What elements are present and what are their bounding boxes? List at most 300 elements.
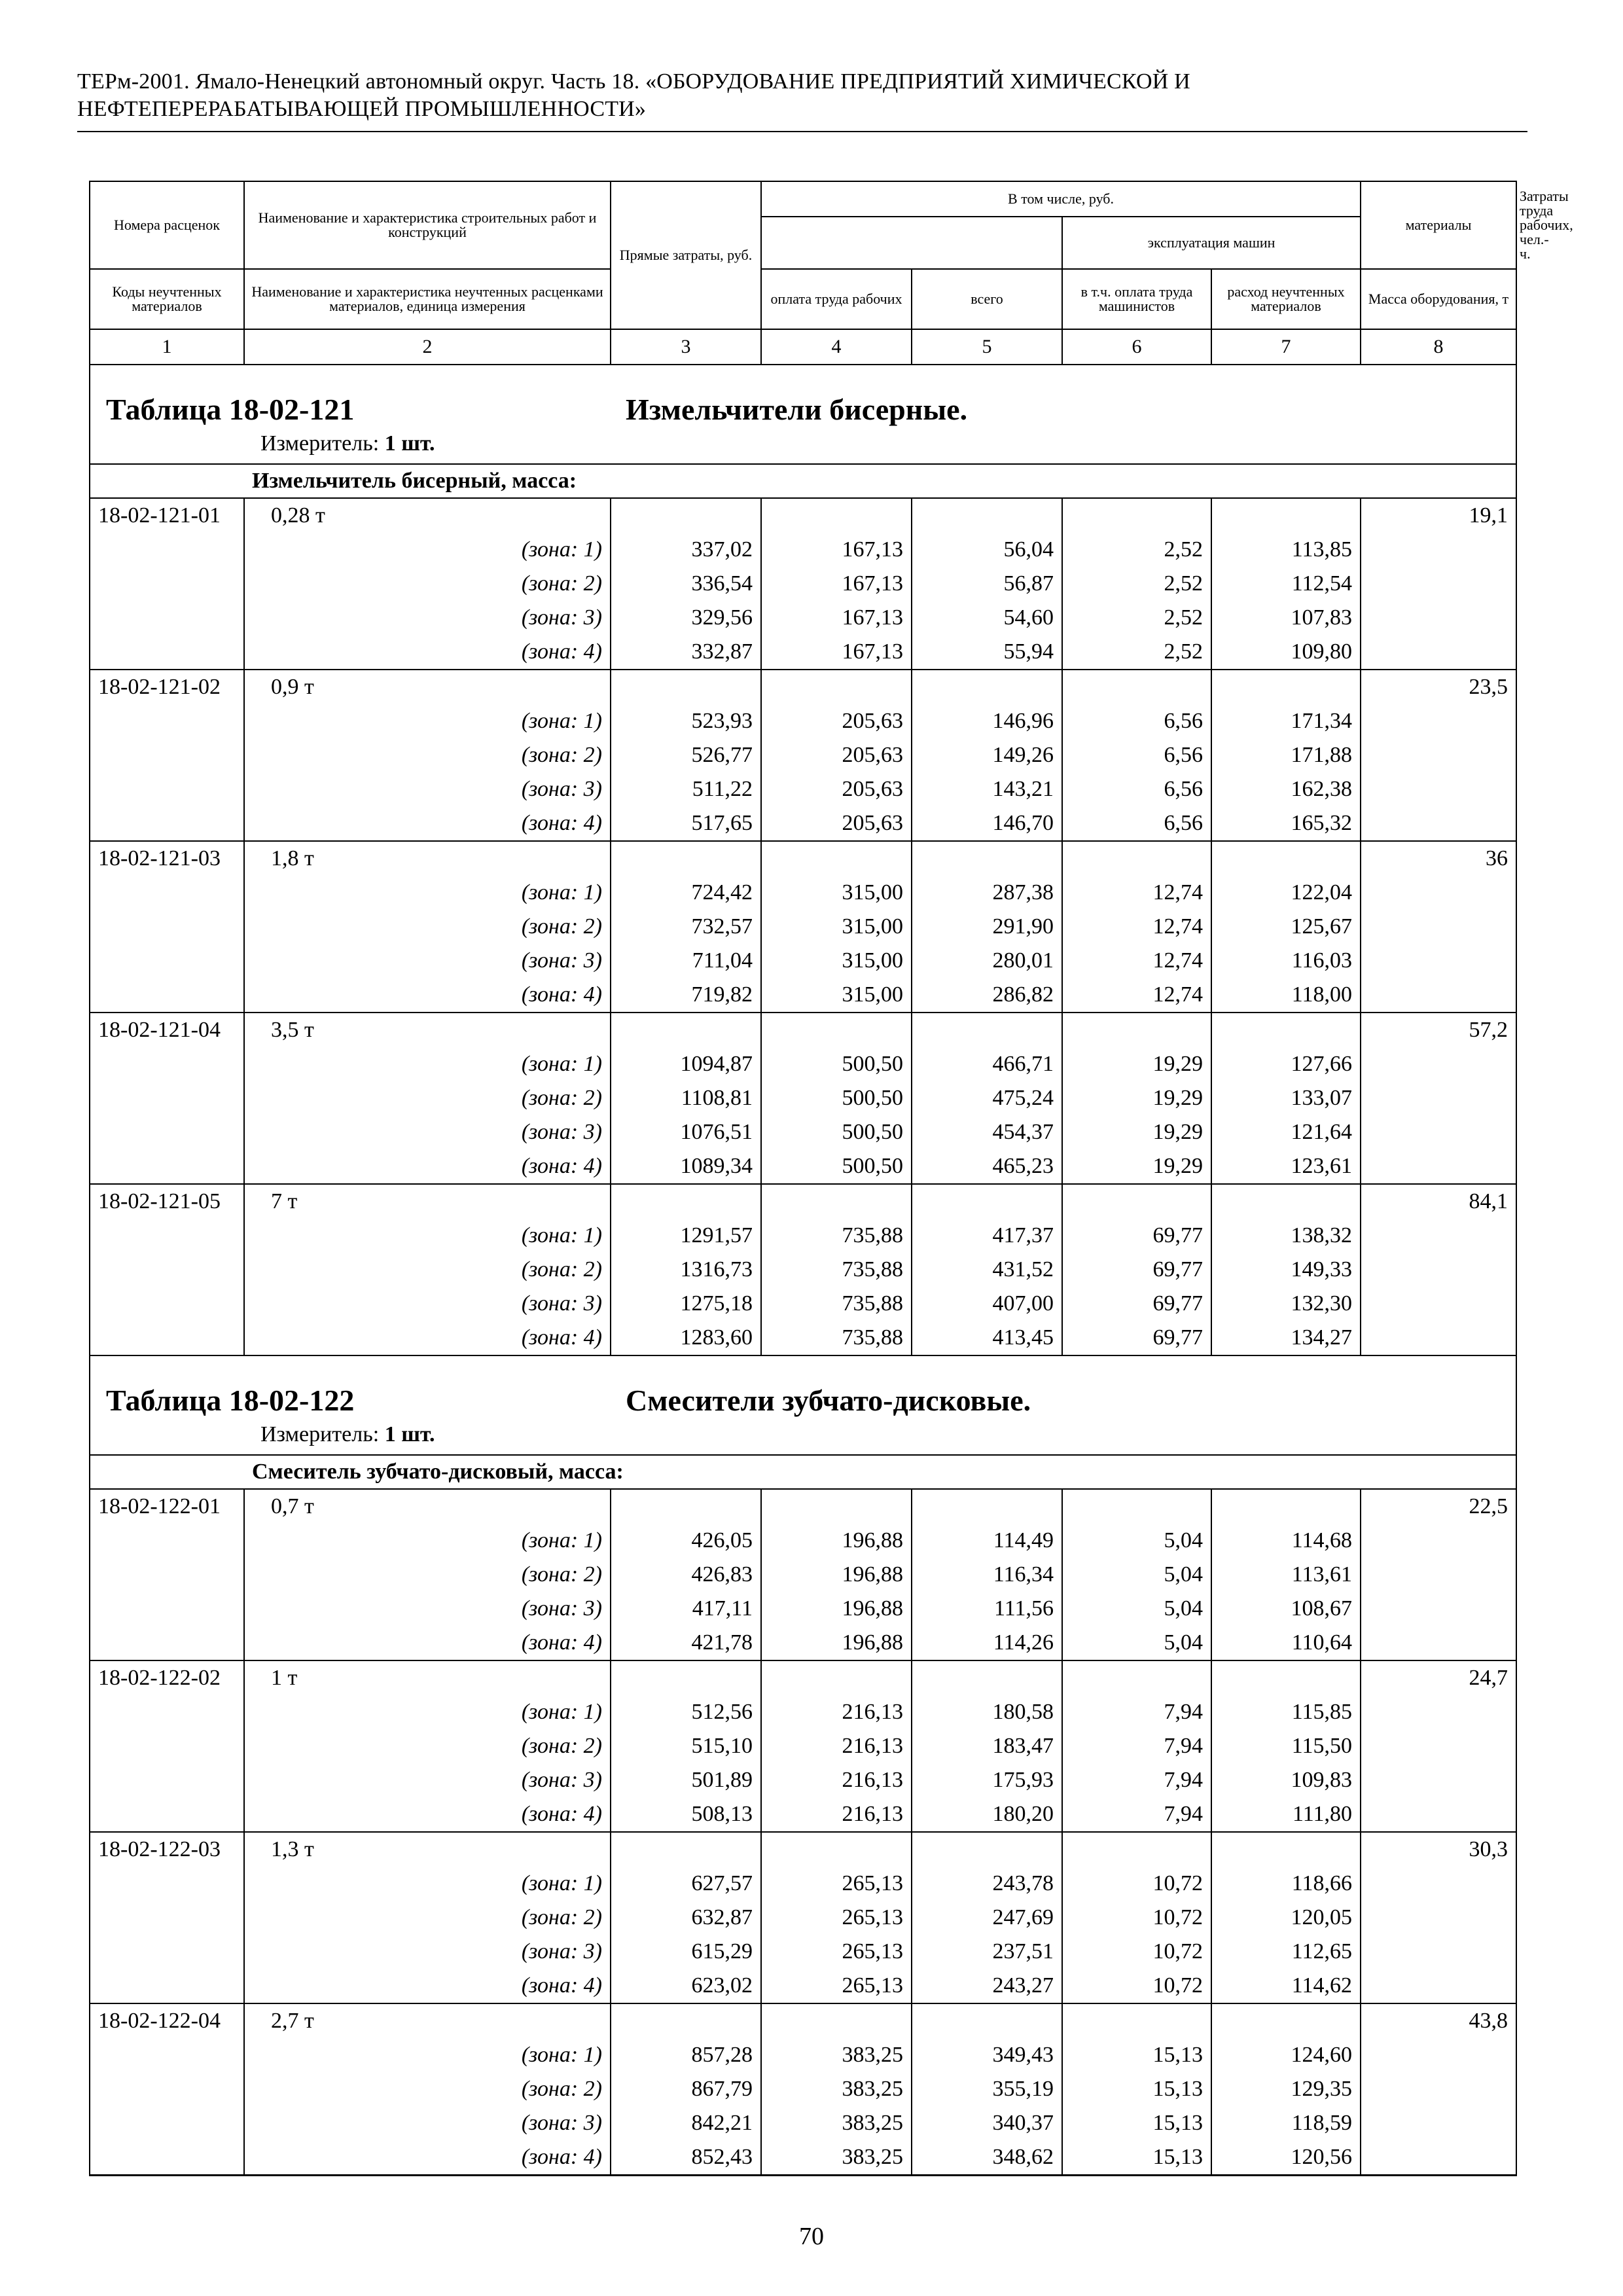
- empty-cell: [1062, 1184, 1211, 1219]
- direct-costs: 426,83: [611, 1558, 761, 1592]
- zone-label: (зона: 4): [244, 978, 611, 1013]
- labor-cost: 43,8: [1361, 2003, 1516, 2038]
- worker-pay: 205,63: [761, 772, 912, 806]
- empty-cell: [912, 2003, 1062, 2038]
- direct-costs: 417,11: [611, 1592, 761, 1626]
- empty-cell: [1211, 1832, 1361, 1867]
- zone-row: [90, 2140, 1516, 2176]
- empty-cell: [90, 635, 244, 670]
- table-row: [90, 1013, 1516, 1047]
- empty-cell: [1211, 841, 1361, 876]
- zone-row: [90, 806, 1516, 841]
- machine-total: 111,56: [912, 1592, 1062, 1626]
- materials-cost: 165,32: [1211, 806, 1361, 841]
- machinist-pay: 10,72: [1062, 1935, 1211, 1969]
- labor-cost: 84,1: [1361, 1184, 1516, 1219]
- table-label: Таблица 18-02-121: [106, 393, 355, 426]
- machinist-pay: 15,13: [1062, 2038, 1211, 2072]
- materials-cost: 116,03: [1211, 944, 1361, 978]
- empty-cell: [761, 498, 912, 533]
- machine-total: 175,93: [912, 1763, 1062, 1797]
- machine-total: 291,90: [912, 910, 1062, 944]
- empty-cell: [90, 1729, 244, 1763]
- machinist-pay: 12,74: [1062, 876, 1211, 910]
- worker-pay: 500,50: [761, 1047, 912, 1081]
- empty-cell: [90, 2038, 244, 2072]
- empty-cell: [912, 1184, 1062, 1219]
- col-header-equipment-mass: Масса оборудования, т: [1361, 269, 1516, 329]
- labor-cost: 22,5: [1361, 1489, 1516, 1524]
- zone-label: (зона: 2): [244, 567, 611, 601]
- empty-cell: [90, 1115, 244, 1149]
- materials-cost: 108,67: [1211, 1592, 1361, 1626]
- worker-pay: 315,00: [761, 876, 912, 910]
- machine-total: 348,62: [912, 2140, 1062, 2176]
- direct-costs: 512,56: [611, 1695, 761, 1729]
- materials-cost: 125,67: [1211, 910, 1361, 944]
- empty-cell: [761, 670, 912, 704]
- machine-total: 280,01: [912, 944, 1062, 978]
- zone-label: (зона: 3): [244, 944, 611, 978]
- direct-costs: 329,56: [611, 601, 761, 635]
- direct-costs: 1275,18: [611, 1287, 761, 1321]
- machine-total: 466,71: [912, 1047, 1062, 1081]
- zone-row: [90, 1287, 1516, 1321]
- direct-costs: 1108,81: [611, 1081, 761, 1115]
- empty-cell: [90, 1524, 244, 1558]
- empty-cell: [90, 1969, 244, 2003]
- empty-cell: [90, 738, 244, 772]
- rate-code: 18-02-121-04: [90, 1013, 244, 1047]
- empty-cell: [90, 1935, 244, 1969]
- machinist-pay: 5,04: [1062, 1592, 1211, 1626]
- empty-cell: [1062, 841, 1211, 876]
- zone-label: (зона: 4): [244, 806, 611, 841]
- empty-cell: [90, 2106, 244, 2140]
- empty-cell: [90, 704, 244, 738]
- empty-cell: [611, 1013, 761, 1047]
- col-header-work-name: Наименование и характеристика строительных работ и конструкций: [244, 181, 611, 269]
- labor-cost: 57,2: [1361, 1013, 1516, 1047]
- machine-total: 287,38: [912, 876, 1062, 910]
- worker-pay: 216,13: [761, 1695, 912, 1729]
- empty-cell: [761, 1489, 912, 1524]
- empty-cell: [90, 2072, 244, 2106]
- empty-cell: [1361, 1935, 1516, 1969]
- rate-code: 18-02-121-05: [90, 1184, 244, 1219]
- empty-cell: [90, 944, 244, 978]
- direct-costs: 526,77: [611, 738, 761, 772]
- machinist-pay: 2,52: [1062, 635, 1211, 670]
- materials-cost: 110,64: [1211, 1626, 1361, 1660]
- materials-cost: 124,60: [1211, 2038, 1361, 2072]
- zone-label: (зона: 1): [244, 704, 611, 738]
- materials-cost: 113,61: [1211, 1558, 1361, 1592]
- machine-total: 465,23: [912, 1149, 1062, 1184]
- machine-total: 349,43: [912, 2038, 1062, 2072]
- zone-label: (зона: 4): [244, 1321, 611, 1355]
- machine-total: 180,20: [912, 1797, 1062, 1832]
- zone-label: (зона: 1): [244, 2038, 611, 2072]
- table-row: [90, 2003, 1516, 2038]
- zone-label: (зона: 1): [244, 533, 611, 567]
- worker-pay: 196,88: [761, 1524, 912, 1558]
- empty-cell: [1211, 2003, 1361, 2038]
- materials-cost: 118,00: [1211, 978, 1361, 1013]
- zone-label: (зона: 4): [244, 2140, 611, 2176]
- zone-row: [90, 704, 1516, 738]
- worker-pay: 265,13: [761, 1969, 912, 2003]
- empty-cell: [90, 567, 244, 601]
- worker-pay: 205,63: [761, 738, 912, 772]
- empty-cell: [1361, 1763, 1516, 1797]
- empty-cell: [611, 841, 761, 876]
- empty-cell: [1211, 1013, 1361, 1047]
- machine-total: 116,34: [912, 1558, 1062, 1592]
- machinist-pay: 15,13: [1062, 2072, 1211, 2106]
- zone-row: [90, 876, 1516, 910]
- machinist-pay: 2,52: [1062, 601, 1211, 635]
- table-title-cell: [90, 365, 1516, 464]
- machine-total: 243,78: [912, 1867, 1062, 1901]
- empty-cell: [1361, 1901, 1516, 1935]
- col-header-machinist-pay: в т.ч. оплата труда машинистов: [1062, 269, 1211, 329]
- zone-label: (зона: 2): [244, 1729, 611, 1763]
- table-row: [90, 1184, 1516, 1219]
- worker-pay: 265,13: [761, 1867, 912, 1901]
- zone-label: (зона: 3): [244, 1592, 611, 1626]
- zone-row: [90, 738, 1516, 772]
- empty-cell: [1361, 2072, 1516, 2106]
- rate-code: 18-02-122-01: [90, 1489, 244, 1524]
- empty-cell: [611, 1660, 761, 1695]
- direct-costs: 515,10: [611, 1729, 761, 1763]
- zone-row: [90, 601, 1516, 635]
- col-header-pay-top: [761, 217, 1062, 269]
- table-row: [90, 1832, 1516, 1867]
- machine-total: 180,58: [912, 1695, 1062, 1729]
- empty-cell: [761, 1832, 912, 1867]
- zone-row: [90, 1763, 1516, 1797]
- machinist-pay: 5,04: [1062, 1558, 1211, 1592]
- empty-cell: [1361, 876, 1516, 910]
- labor-cost: 24,7: [1361, 1660, 1516, 1695]
- header-rule: [77, 131, 1527, 132]
- materials-cost: 132,30: [1211, 1287, 1361, 1321]
- machine-total: 56,87: [912, 567, 1062, 601]
- zone-label: (зона: 3): [244, 1287, 611, 1321]
- empty-cell: [912, 841, 1062, 876]
- worker-pay: 196,88: [761, 1626, 912, 1660]
- direct-costs: 511,22: [611, 772, 761, 806]
- page-number: 70: [799, 2223, 824, 2250]
- zone-row: [90, 1901, 1516, 1935]
- zone-row: [90, 1592, 1516, 1626]
- materials-cost: 112,65: [1211, 1935, 1361, 1969]
- materials-cost: 134,27: [1211, 1321, 1361, 1355]
- machinist-pay: 5,04: [1062, 1524, 1211, 1558]
- machinist-pay: 69,77: [1062, 1219, 1211, 1253]
- materials-cost: 118,59: [1211, 2106, 1361, 2140]
- zone-row: [90, 1729, 1516, 1763]
- direct-costs: 867,79: [611, 2072, 761, 2106]
- col-number: 3: [611, 329, 761, 365]
- item-name: 0,9 т: [244, 670, 611, 704]
- empty-cell: [1361, 978, 1516, 1013]
- zone-row: [90, 1253, 1516, 1287]
- empty-cell: [90, 978, 244, 1013]
- empty-cell: [1361, 1081, 1516, 1115]
- zone-label: (зона: 2): [244, 1558, 611, 1592]
- empty-cell: [90, 533, 244, 567]
- materials-cost: 115,85: [1211, 1695, 1361, 1729]
- materials-cost: 171,34: [1211, 704, 1361, 738]
- direct-costs: 508,13: [611, 1797, 761, 1832]
- empty-cell: [611, 1489, 761, 1524]
- machine-total: 114,26: [912, 1626, 1062, 1660]
- zone-label: (зона: 2): [244, 738, 611, 772]
- materials-cost: 112,54: [1211, 567, 1361, 601]
- zone-row: [90, 1524, 1516, 1558]
- materials-cost: 109,83: [1211, 1763, 1361, 1797]
- worker-pay: 735,88: [761, 1219, 912, 1253]
- materials-cost: 133,07: [1211, 1081, 1361, 1115]
- table-title: Измельчители бисерные.: [626, 393, 968, 426]
- machine-total: 431,52: [912, 1253, 1062, 1287]
- zone-row: [90, 567, 1516, 601]
- zone-label: (зона: 2): [244, 910, 611, 944]
- zone-row: [90, 1149, 1516, 1184]
- machinist-pay: 19,29: [1062, 1149, 1211, 1184]
- materials-cost: 171,88: [1211, 738, 1361, 772]
- machinist-pay: 19,29: [1062, 1047, 1211, 1081]
- zone-label: (зона: 1): [244, 1219, 611, 1253]
- empty-cell: [1361, 1321, 1516, 1355]
- machinist-pay: 10,72: [1062, 1867, 1211, 1901]
- col-number: 8: [1361, 329, 1516, 365]
- empty-cell: [1361, 567, 1516, 601]
- empty-cell: [1361, 1524, 1516, 1558]
- empty-cell: [912, 1832, 1062, 1867]
- materials-cost: 115,50: [1211, 1729, 1361, 1763]
- col-header-direct-costs: Прямые затраты, руб.: [611, 181, 761, 329]
- materials-cost: 121,64: [1211, 1115, 1361, 1149]
- direct-costs: 719,82: [611, 978, 761, 1013]
- empty-cell: [90, 772, 244, 806]
- machinist-pay: 2,52: [1062, 567, 1211, 601]
- rates-table: Номера расценок Наименование и характеристика строительных работ и конструкций Прямые затраты, руб. В том числе, руб. материалы Затраты труда рабочих, чел.-ч. эксплуатация машин Коды неучтенных материалов Наименование и характеристика неучтенных расценками материалов, единица измерения оплата труда рабочих всего в т.ч. оплата труда машинистов расход неучтенных материалов Масса оборудования, т 1 2 3 4 5 6 7 8 Таблица 18-02-121 Измельчители бисерные. Измеритель: 1 шт. Измельчитель бисерный, масса: 18-02-121-01 0,28 т 19,1 (зона: 1) 337,02 167,13 56,04 2,52 113,85 (зона: 2) 336,54 167,13 56,87 2,52 112,54 (зона: 3) 329,56 167,13 54,60 2,52 107,83 (зона: 4) 332,87 167,13 55,94 2,52 109,80 18-02-121-02 0,9 т 23,5 (зона: 1) 523,93 205,63 146,96 6,56 171,34 (зона: 2) 526,77 205,63 149,26 6,56 171,88 (зона: 3) 511,22 205,63 143,21 6,56 162,38 (зона: 4) 517,65 205,63 146,70 6,56 165,32 18-02-121-03 1,8 т 36 (зона: 1) 724,42 315,00 287,38 12,74 122,04 (зона: 2) 732,57 315,00 291,90 12,74 125,67 (зона: 3) 711,04 315,00 280,01 12,74 116,03 (зона: 4) 719,82 315,00 286,82 12,74 118,00 18-02-121-04 3,5 т 57,2 (зона: 1) 1094,87 500,50 466,71 19,29 127,66 (зона: 2) 1108,81 500,50 475,24 19,29 133,07 (зона: 3) 1076,51 500,50 454,37 19,29 121,64 (зона: 4) 1089,34 500,50 465,23 19,29 123,61 18-02-121-05 7 т 84,1 (зона: 1) 1291,57 735,88 417,37 69,77 138,32 (зона: 2) 1316,73 735,88 431,52 69,77 149,33 (зона: 3) 1275,18 735,88 407,00 69,77 132,30 (зона: 4) 1283,60 735,88 413,45 69,77 134,27 Таблица 18-02-122 Смесители зубчато-дисковые. Измеритель: 1 шт. Смеситель зубчато-дисковый, масса: 18-02-122-01 0,7 т 22,5 (зона: 1) 426,05 196,88 114,49 5,04 114,68 (зона: 2) 426,83 196,88 116,34 5,04 113,61 (зона: 3) 417,11 196,88 111,56 5,04 108,67 (зона: 4) 421,78 196,88 114,26 5,04 110,64 18-02-122-02 1 т 24,7 (зона: 1) 512,56 216,13 180,58 7,94 115,85 (зона: 2) 515,10 216,13 183,47 7,94 115,50 (зона: 3) 501,89 216,13 175,93 7,94 109,83 (зона: 4) 508,13 216,13 180,20 7,94 111,80 18-02-122-03 1,3 т 30,3 (зона: 1) 627,57 265,13 243,78 10,72 118,66 (зона: 2) 632,87 265,13 247,69 10,72 120,05 (зона: 3) 615,29 265,13 237,51 10,72 112,65 (зона: 4) 623,02 265,13 243,27 10,72 114,62 18-02-122-04 2,7 т 43,8 (зона: 1) 857,28 383,25 349,43 15,13 124,60 (зона: 2) 867,79 383,25 355,19 15,13 129,35 (зона: 3) 842,21 383,25 340,37 15,13 118,59 (зона: 4) 852,43 383,25 348,62 15,13 120,56: [89, 181, 1517, 2176]
- empty-cell: [90, 1797, 244, 1832]
- zone-row: [90, 1935, 1516, 1969]
- machinist-pay: 10,72: [1062, 1969, 1211, 2003]
- direct-costs: 426,05: [611, 1524, 761, 1558]
- col-number: 4: [761, 329, 912, 365]
- worker-pay: 735,88: [761, 1321, 912, 1355]
- direct-costs: 623,02: [611, 1969, 761, 2003]
- direct-costs: 1283,60: [611, 1321, 761, 1355]
- col-header-total: всего: [912, 269, 1062, 329]
- direct-costs: 1089,34: [611, 1149, 761, 1184]
- machinist-pay: 12,74: [1062, 978, 1211, 1013]
- table-title-row: [90, 1355, 1516, 1455]
- rate-code: 18-02-121-01: [90, 498, 244, 533]
- empty-cell: [90, 1901, 244, 1935]
- empty-cell: [1361, 1219, 1516, 1253]
- worker-pay: 216,13: [761, 1797, 912, 1832]
- worker-pay: 167,13: [761, 533, 912, 567]
- direct-costs: 632,87: [611, 1901, 761, 1935]
- col-number: 7: [1211, 329, 1361, 365]
- measure-value: 1 шт.: [384, 1422, 435, 1446]
- direct-costs: 421,78: [611, 1626, 761, 1660]
- direct-costs: 732,57: [611, 910, 761, 944]
- col-header-material-name: Наименование и характеристика неучтенных расценками материалов, единица измерения: [244, 269, 611, 329]
- item-name: 1,3 т: [244, 1832, 611, 1867]
- materials-cost: 109,80: [1211, 635, 1361, 670]
- empty-cell: [611, 2003, 761, 2038]
- worker-pay: 265,13: [761, 1901, 912, 1935]
- empty-cell: [1062, 1832, 1211, 1867]
- measure-value: 1 шт.: [384, 431, 435, 456]
- rate-code: 18-02-122-03: [90, 1832, 244, 1867]
- empty-cell: [912, 670, 1062, 704]
- zone-label: (зона: 2): [244, 2072, 611, 2106]
- col-number: 6: [1062, 329, 1211, 365]
- col-header-worker-pay: оплата труда рабочих: [761, 269, 912, 329]
- machine-total: 237,51: [912, 1935, 1062, 1969]
- table-row: [90, 670, 1516, 704]
- materials-cost: 127,66: [1211, 1047, 1361, 1081]
- zone-row: [90, 1321, 1516, 1355]
- machine-total: 149,26: [912, 738, 1062, 772]
- zone-label: (зона: 3): [244, 1115, 611, 1149]
- zone-label: (зона: 4): [244, 1969, 611, 2003]
- empty-cell: [90, 1626, 244, 1660]
- machinist-pay: 2,52: [1062, 533, 1211, 567]
- item-name: 1 т: [244, 1660, 611, 1695]
- rate-code: 18-02-122-02: [90, 1660, 244, 1695]
- direct-costs: 1291,57: [611, 1219, 761, 1253]
- zone-row: [90, 1969, 1516, 2003]
- empty-cell: [1361, 1287, 1516, 1321]
- direct-costs: 615,29: [611, 1935, 761, 1969]
- materials-cost: 120,56: [1211, 2140, 1361, 2176]
- zone-label: (зона: 1): [244, 876, 611, 910]
- table-label: Таблица 18-02-122: [106, 1384, 355, 1417]
- empty-cell: [90, 1695, 244, 1729]
- rate-code: 18-02-121-03: [90, 841, 244, 876]
- labor-cost: 23,5: [1361, 670, 1516, 704]
- empty-cell: [761, 1184, 912, 1219]
- empty-cell: [90, 1219, 244, 1253]
- empty-cell: [611, 498, 761, 533]
- empty-cell: [761, 841, 912, 876]
- empty-cell: [1361, 772, 1516, 806]
- machine-total: 183,47: [912, 1729, 1062, 1763]
- table-title: Смесители зубчато-дисковые.: [626, 1384, 1031, 1417]
- group-spacer: [90, 1455, 244, 1489]
- zone-row: [90, 2072, 1516, 2106]
- worker-pay: 216,13: [761, 1763, 912, 1797]
- empty-cell: [90, 1149, 244, 1184]
- machinist-pay: 7,94: [1062, 1695, 1211, 1729]
- worker-pay: 315,00: [761, 910, 912, 944]
- zone-label: (зона: 1): [244, 1695, 611, 1729]
- item-name: 0,7 т: [244, 1489, 611, 1524]
- worker-pay: 735,88: [761, 1287, 912, 1321]
- table-row: [90, 1660, 1516, 1695]
- empty-cell: [1361, 1253, 1516, 1287]
- empty-cell: [1361, 910, 1516, 944]
- zone-label: (зона: 4): [244, 635, 611, 670]
- empty-cell: [1211, 498, 1361, 533]
- worker-pay: 205,63: [761, 704, 912, 738]
- zone-label: (зона: 2): [244, 1901, 611, 1935]
- item-name: 1,8 т: [244, 841, 611, 876]
- machinist-pay: 15,13: [1062, 2106, 1211, 2140]
- worker-pay: 500,50: [761, 1149, 912, 1184]
- zone-row: [90, 1797, 1516, 1832]
- empty-cell: [1361, 1592, 1516, 1626]
- direct-costs: 724,42: [611, 876, 761, 910]
- materials-cost: 113,85: [1211, 533, 1361, 567]
- zone-row: [90, 1626, 1516, 1660]
- col-header-machine-operation: эксплуатация машин: [1062, 217, 1361, 269]
- machinist-pay: 12,74: [1062, 944, 1211, 978]
- item-name: 0,28 т: [244, 498, 611, 533]
- empty-cell: [1361, 944, 1516, 978]
- empty-cell: [1361, 1695, 1516, 1729]
- worker-pay: 500,50: [761, 1081, 912, 1115]
- col-number: 5: [912, 329, 1062, 365]
- col-header-material-codes: Коды неучтенных материалов: [90, 269, 244, 329]
- zone-row: [90, 635, 1516, 670]
- empty-cell: [761, 1660, 912, 1695]
- direct-costs: 711,04: [611, 944, 761, 978]
- empty-cell: [1361, 2106, 1516, 2140]
- table-row: [90, 498, 1516, 533]
- machine-total: 54,60: [912, 601, 1062, 635]
- zone-row: [90, 1695, 1516, 1729]
- machinist-pay: 7,94: [1062, 1729, 1211, 1763]
- empty-cell: [1062, 1660, 1211, 1695]
- header-line-1: ТЕРм-2001. Ямало-Ненецкий автономный округ. Часть 18. «ОБОРУДОВАНИЕ ПРЕДПРИЯТИЙ ХИМИЧЕСКОЙ И: [77, 69, 1190, 94]
- zone-row: [90, 2038, 1516, 2072]
- machinist-pay: 19,29: [1062, 1081, 1211, 1115]
- empty-cell: [1062, 2003, 1211, 2038]
- empty-cell: [90, 1081, 244, 1115]
- zone-row: [90, 1558, 1516, 1592]
- empty-cell: [761, 2003, 912, 2038]
- materials-cost: 111,80: [1211, 1797, 1361, 1832]
- col-number: 2: [244, 329, 611, 365]
- empty-cell: [90, 1287, 244, 1321]
- item-name: 7 т: [244, 1184, 611, 1219]
- empty-cell: [1361, 601, 1516, 635]
- machine-total: 56,04: [912, 533, 1062, 567]
- empty-cell: [912, 1013, 1062, 1047]
- zone-label: (зона: 2): [244, 1253, 611, 1287]
- materials-cost: 162,38: [1211, 772, 1361, 806]
- empty-cell: [1211, 1184, 1361, 1219]
- zone-row: [90, 1081, 1516, 1115]
- machinist-pay: 19,29: [1062, 1115, 1211, 1149]
- materials-cost: 129,35: [1211, 2072, 1361, 2106]
- zone-row: [90, 2106, 1516, 2140]
- empty-cell: [1361, 1115, 1516, 1149]
- worker-pay: 383,25: [761, 2072, 912, 2106]
- zone-row: [90, 1867, 1516, 1901]
